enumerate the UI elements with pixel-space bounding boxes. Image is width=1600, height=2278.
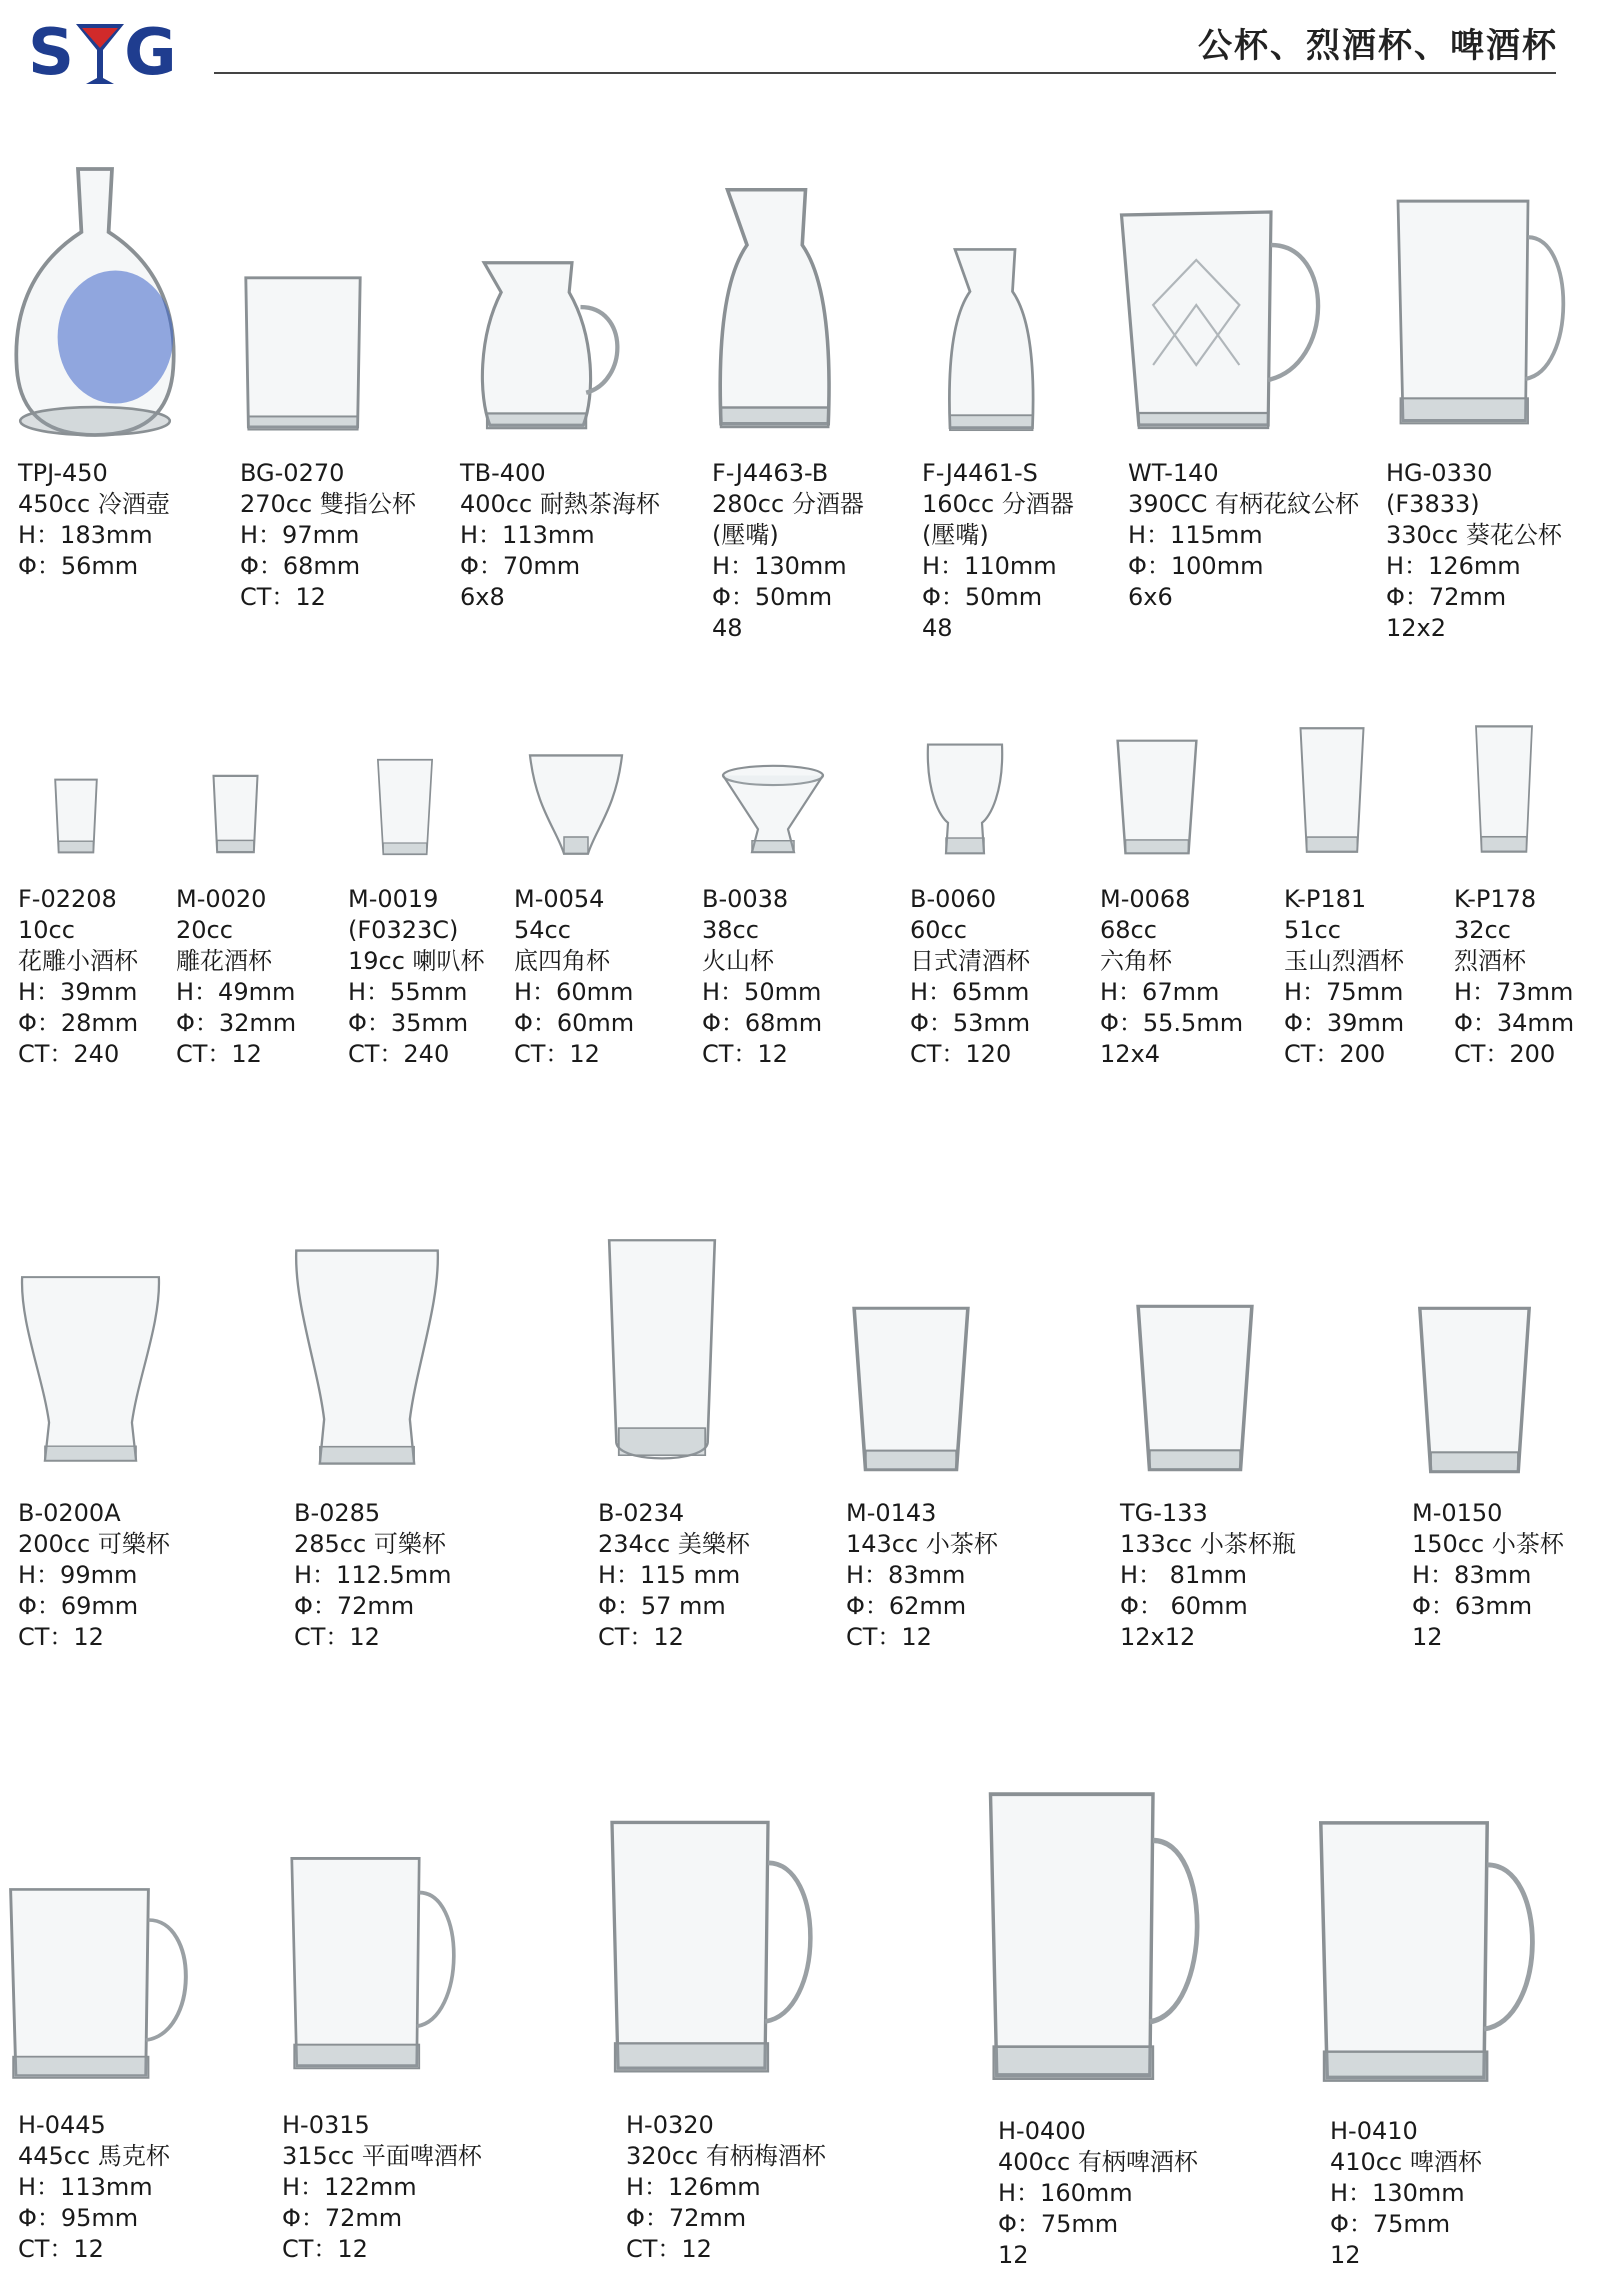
product-spec-line: CT：12 <box>598 1623 684 1651</box>
product-spec-line: H：126mm <box>626 2173 761 2201</box>
product-info <box>18 1498 170 1653</box>
product-spec-line: 12 <box>1330 2241 1361 2269</box>
product-code: H-0410 <box>1330 2117 1418 2145</box>
glass-photo <box>374 755 436 859</box>
product-code: H-0445 <box>18 2111 106 2139</box>
product-spec-line: Φ：72mm <box>282 2204 403 2232</box>
glass-photo <box>1388 190 1588 440</box>
product-spec-line: 38cc <box>702 916 759 944</box>
product-spec-line: Φ：50mm <box>712 583 833 611</box>
product-spec-line: 160cc 分酒器 <box>922 490 1074 518</box>
product-spec-line: 270cc 雙指公杯 <box>240 490 416 518</box>
product-info <box>18 458 170 582</box>
product-spec-line: H：110mm <box>922 552 1057 580</box>
product-code: M-0143 <box>846 1499 937 1527</box>
product-spec-line: (壓嘴) <box>712 521 779 549</box>
product-code: B-0285 <box>294 1499 381 1527</box>
product-spec-line: CT：12 <box>282 2235 368 2263</box>
product-code: K-P178 <box>1454 885 1537 913</box>
glass-photo <box>238 270 368 440</box>
cocktail-glass-icon <box>74 20 126 86</box>
product-spec-line: 6x6 <box>1128 583 1173 611</box>
product-spec-line: Φ：68mm <box>240 552 361 580</box>
product-spec-line: 12 <box>1412 1623 1443 1651</box>
product-spec-line: H：73mm <box>1454 978 1574 1006</box>
product-spec-line: Φ：34mm <box>1454 1009 1575 1037</box>
product-spec-line: 6x8 <box>460 583 505 611</box>
product-code: WT-140 <box>1128 459 1219 487</box>
product-code: H-0400 <box>998 2117 1086 2145</box>
product-spec-line: 12x4 <box>1100 1040 1161 1068</box>
product-spec-line: Φ：32mm <box>176 1009 297 1037</box>
product-spec-line: 12x2 <box>1386 614 1447 642</box>
product-info <box>18 884 138 1070</box>
glass-photo <box>1412 1300 1537 1480</box>
product-spec-line: H：99mm <box>18 1561 138 1589</box>
product-spec-line: CT：120 <box>910 1040 1012 1068</box>
product-spec-line: H：83mm <box>1412 1561 1532 1589</box>
product-spec-line: 玉山烈酒杯 <box>1284 947 1404 975</box>
product-spec-line: H：126mm <box>1386 552 1521 580</box>
product-spec-line: H：50mm <box>702 978 822 1006</box>
product-info <box>702 884 822 1070</box>
product-spec-line: CT：12 <box>18 2235 104 2263</box>
glass-photo <box>920 735 1010 859</box>
product-spec-line: Φ：62mm <box>846 1592 967 1620</box>
brand-logo <box>28 14 188 92</box>
product-code: B-0200A <box>18 1499 121 1527</box>
product-spec-line: 日式清酒杯 <box>910 947 1030 975</box>
product-code: M-0019 <box>348 885 439 913</box>
product-spec-line: 19cc 喇叭杯 <box>348 947 485 975</box>
product-spec-line: H：60mm <box>514 978 634 1006</box>
product-code: M-0054 <box>514 885 605 913</box>
product-spec-line: H：67mm <box>1100 978 1220 1006</box>
product-spec-line: CT：12 <box>18 1623 104 1651</box>
product-info <box>1284 884 1404 1070</box>
product-spec-line: 68cc <box>1100 916 1157 944</box>
product-spec-line: 133cc 小茶杯瓶 <box>1120 1530 1296 1558</box>
product-spec-line: 12x12 <box>1120 1623 1196 1651</box>
product-spec-line: 234cc 美樂杯 <box>598 1530 750 1558</box>
product-spec-line: CT：200 <box>1454 1040 1556 1068</box>
product-spec-line: H：130mm <box>1330 2179 1465 2207</box>
glass-photo <box>846 1300 976 1478</box>
glass-photo <box>718 762 828 858</box>
product-info <box>1120 1498 1296 1653</box>
product-spec-line: H：122mm <box>282 2173 417 2201</box>
product-code: HG-0330 <box>1386 459 1493 487</box>
product-spec-line: 400cc 耐熱茶海杯 <box>460 490 660 518</box>
product-spec-line: H： 81mm <box>1120 1561 1247 1589</box>
product-code: H-0315 <box>282 2111 370 2139</box>
product-spec-line: H：49mm <box>176 978 296 1006</box>
product-spec-line: Φ：57 mm <box>598 1592 726 1620</box>
product-code: H-0320 <box>626 2111 714 2139</box>
product-spec-line: (F0323C) <box>348 916 459 944</box>
product-info <box>1100 884 1243 1070</box>
product-spec-line: Φ：72mm <box>294 1592 415 1620</box>
product-spec-line: H：112.5mm <box>294 1561 452 1589</box>
product-spec-line: 315cc 平面啤酒杯 <box>282 2142 482 2170</box>
glass-photo <box>282 1848 478 2084</box>
product-spec-line: 底四角杯 <box>514 947 610 975</box>
product-spec-line: 54cc <box>514 916 571 944</box>
product-info <box>176 884 296 1070</box>
product-spec-line: H：97mm <box>240 521 360 549</box>
product-info <box>240 458 416 613</box>
glass-photo <box>978 1780 1228 2100</box>
product-spec-line: 320cc 有柄梅酒杯 <box>626 2142 826 2170</box>
glass-photo <box>1472 720 1536 858</box>
product-info <box>846 1498 998 1653</box>
product-spec-line: Φ：75mm <box>998 2210 1119 2238</box>
product-spec-line: CT：12 <box>702 1040 788 1068</box>
product-spec-line: H：115mm <box>1128 521 1263 549</box>
glass-photo <box>0 1880 212 2092</box>
product-code: F-02208 <box>18 885 117 913</box>
product-code: TB-400 <box>460 459 546 487</box>
product-spec-line: H：130mm <box>712 552 847 580</box>
product-spec-line: H：183mm <box>18 521 153 549</box>
product-spec-line: CT：12 <box>626 2235 712 2263</box>
glass-photo <box>18 1268 163 1468</box>
glass-photo <box>1296 722 1368 858</box>
product-spec-line: Φ：56mm <box>18 552 139 580</box>
product-code: M-0020 <box>176 885 267 913</box>
product-spec-line: 330cc 葵花公杯 <box>1386 521 1562 549</box>
product-spec-line: CT：12 <box>176 1040 262 1068</box>
product-code: B-0038 <box>702 885 789 913</box>
product-spec-line: Φ：72mm <box>626 2204 747 2232</box>
product-spec-line: Φ：63mm <box>1412 1592 1533 1620</box>
product-spec-line: Φ：28mm <box>18 1009 139 1037</box>
product-spec-line: CT：12 <box>514 1040 600 1068</box>
product-info <box>1454 884 1574 1070</box>
product-spec-line: H：113mm <box>18 2173 153 2201</box>
product-spec-line: CT：240 <box>348 1040 450 1068</box>
product-info <box>1330 2116 1482 2271</box>
product-spec-line: 32cc <box>1454 916 1511 944</box>
product-spec-line: 150cc 小茶杯 <box>1412 1530 1564 1558</box>
glass-photo <box>470 248 640 440</box>
product-spec-line: CT：240 <box>18 1040 120 1068</box>
product-info <box>348 884 485 1070</box>
product-info <box>1386 458 1562 644</box>
product-spec-line: 60cc <box>910 916 967 944</box>
product-spec-line: (壓嘴) <box>922 521 989 549</box>
product-info <box>598 1498 750 1653</box>
product-spec-line: H：65mm <box>910 978 1030 1006</box>
product-spec-line: 390CC 有柄花紋公杯 <box>1128 490 1359 518</box>
product-spec-line: Φ：50mm <box>922 583 1043 611</box>
product-spec-line: 花雕小酒杯 <box>18 947 138 975</box>
glass-photo <box>940 242 1040 440</box>
product-spec-line: Φ：55.5mm <box>1100 1009 1244 1037</box>
product-spec-line: Φ：68mm <box>702 1009 823 1037</box>
product-spec-line: Φ：70mm <box>460 552 581 580</box>
product-info <box>910 884 1030 1070</box>
glass-photo <box>1130 1298 1260 1478</box>
product-spec-line: Φ：39mm <box>1284 1009 1405 1037</box>
logo-wordmark: S G <box>28 16 175 90</box>
product-code: M-0068 <box>1100 885 1191 913</box>
product-info <box>712 458 864 644</box>
product-info <box>294 1498 452 1653</box>
product-info <box>18 2110 170 2265</box>
product-spec-line: CT：12 <box>240 583 326 611</box>
product-spec-line: 48 <box>712 614 743 642</box>
product-spec-line: H：39mm <box>18 978 138 1006</box>
product-info <box>514 884 634 1070</box>
glass-photo <box>208 770 263 858</box>
product-spec-line: 200cc 可樂杯 <box>18 1530 170 1558</box>
product-info <box>998 2116 1198 2271</box>
product-code: B-0060 <box>910 885 997 913</box>
product-spec-line: H：83mm <box>846 1561 966 1589</box>
product-spec-line: H：55mm <box>348 978 468 1006</box>
product-spec-line: Φ：60mm <box>514 1009 635 1037</box>
glass-photo <box>292 1240 442 1472</box>
header-divider <box>214 72 1556 74</box>
product-spec-line: 12 <box>998 2241 1029 2269</box>
product-code: TPJ-450 <box>18 459 108 487</box>
product-spec-line: Φ：72mm <box>1386 583 1507 611</box>
product-code: BG-0270 <box>240 459 345 487</box>
product-spec-line: 51cc <box>1284 916 1341 944</box>
product-spec-line: 雕花酒杯 <box>176 947 272 975</box>
product-code: K-P181 <box>1284 885 1367 913</box>
product-code: B-0234 <box>598 1499 685 1527</box>
product-spec-line: 六角杯 <box>1100 947 1172 975</box>
product-spec-line: 445cc 馬克杯 <box>18 2142 170 2170</box>
product-spec-line: 烈酒杯 <box>1454 947 1526 975</box>
glass-photo <box>10 162 180 442</box>
product-spec-line: 285cc 可樂杯 <box>294 1530 446 1558</box>
product-spec-line: H：113mm <box>460 521 595 549</box>
glass-photo <box>50 774 102 858</box>
product-spec-line: H：75mm <box>1284 978 1404 1006</box>
glass-photo <box>1308 1810 1564 2100</box>
glass-photo <box>1112 735 1202 859</box>
product-spec-line: CT：12 <box>846 1623 932 1651</box>
product-spec-line: 280cc 分酒器 <box>712 490 864 518</box>
product-spec-line: 143cc 小茶杯 <box>846 1530 998 1558</box>
product-spec-line: 400cc 有柄啤酒杯 <box>998 2148 1198 2176</box>
product-spec-line: Φ： 60mm <box>1120 1592 1248 1620</box>
product-spec-line: 450cc 冷酒壺 <box>18 490 170 518</box>
product-info <box>1412 1498 1564 1653</box>
glass-photo <box>708 180 838 440</box>
product-spec-line: H：115 mm <box>598 1561 741 1589</box>
product-spec-line: Φ：75mm <box>1330 2210 1451 2238</box>
glass-photo <box>1110 200 1340 440</box>
product-spec-line: 48 <box>922 614 953 642</box>
product-code: M-0150 <box>1412 1499 1503 1527</box>
product-spec-line: (F3833) <box>1386 490 1480 518</box>
product-info <box>922 458 1074 644</box>
product-spec-line: Φ：95mm <box>18 2204 139 2232</box>
product-spec-line: Φ：69mm <box>18 1592 139 1620</box>
product-spec-line: 10cc <box>18 916 75 944</box>
product-spec-line: Φ：100mm <box>1128 552 1264 580</box>
page-title: 公杯、烈酒杯、啤酒杯 <box>1198 26 1558 66</box>
product-info <box>282 2110 482 2265</box>
glass-photo <box>600 1810 840 2090</box>
product-code: TG-133 <box>1120 1499 1208 1527</box>
product-code: F-J4461-S <box>922 459 1038 487</box>
product-info <box>1128 458 1359 613</box>
product-spec-line: H：160mm <box>998 2179 1133 2207</box>
product-info <box>626 2110 826 2265</box>
product-info <box>460 458 660 613</box>
product-spec-line: CT：200 <box>1284 1040 1386 1068</box>
product-spec-line: Φ：35mm <box>348 1009 469 1037</box>
glass-photo <box>602 1234 722 1474</box>
product-spec-line: 410cc 啤酒杯 <box>1330 2148 1482 2176</box>
product-spec-line: CT：12 <box>294 1623 380 1651</box>
product-spec-line: 火山杯 <box>702 947 774 975</box>
glass-photo <box>526 745 626 860</box>
product-spec-line: 20cc <box>176 916 233 944</box>
product-spec-line: Φ：53mm <box>910 1009 1031 1037</box>
product-code: F-J4463-B <box>712 459 829 487</box>
